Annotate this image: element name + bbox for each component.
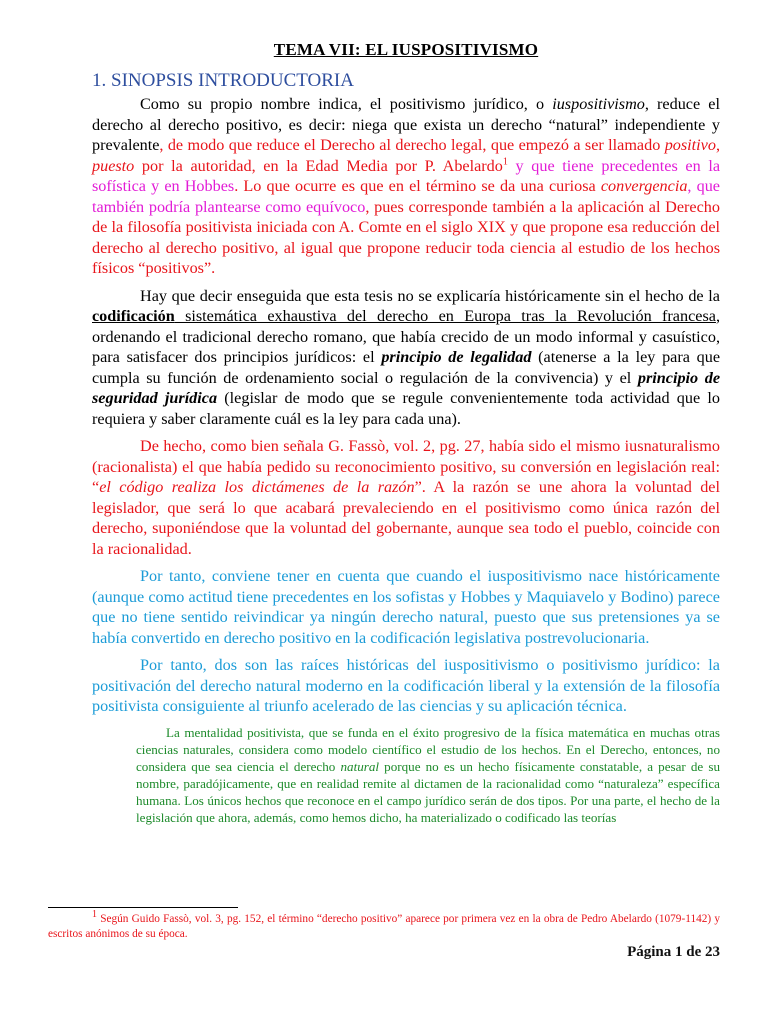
p1-text-e: positivo — [664, 136, 716, 154]
p2-text-a: Hay que decir enseguida que esta tesis no se explicaría históricamente sin el hecho de la — [140, 286, 720, 305]
paragraph-1 — [92, 94, 720, 279]
p1-text-g: puesto — [92, 156, 135, 175]
p1-text-j: . Lo que ocurre es que en el término se da una curiosa — [234, 177, 601, 195]
section-heading: 1. SINOPSIS INTRODUCTORIA — [92, 70, 354, 91]
quote-text-b: natural — [340, 758, 380, 774]
p1-text-b: iuspositivismo — [552, 95, 645, 113]
p2-text-d: , ordenando el tradicional derecho romano, que había crecido de un modo informal y casuístico, para satisfacer dos principios jurídicos: el — [92, 307, 720, 366]
page-title: TEMA VII: EL IUSPOSITIVISMO — [273, 40, 539, 59]
p1-text-m: , pues corresponde también a la aplicación al Derecho de la filosofía positivista iniciada con A. Comte en el siglo XIX y que propone esa reducción del derecho al derecho positivo, al igual que propone reducir toda ciencia al estudio de los hechos físicos “positivos”. — [92, 197, 720, 277]
document-page — [92, 40, 720, 826]
footnote-number: 1 — [92, 909, 97, 921]
p2-text-f: (atenerse a la ley para que cumpla su función de ordenamiento social o regulación de la convivencia) y el — [92, 348, 721, 387]
paragraph-5: Por tanto, dos son las raíces históricas del iuspositivismo o positivismo jurídico: la positivación del derecho natural moderno en la codificación liberal y la extensión de la filosofía positivista consiguiente al triunfo acelerado de las ciencias y su aplicación técnica. — [92, 656, 720, 715]
p3-text-a: De hecho, como bien señala G. Fassò, vol. 2, pg. 27, había sido el mismo iusnaturalismo (racionalista) el que había pedido su reconocimiento positivo, su conversión en legislación real: “ — [92, 437, 720, 496]
p1-text-d: , de modo que reduce el Derecho al derecho legal, que empezó a ser llamado — [159, 136, 665, 154]
quote-text-a: La mentalidad positivista, que se funda en el éxito progresivo de la física matemática en muchas otras ciencias naturales, considera como modelo científico el estudio de los hechos. En el Derecho, entonces, no considera que sea ciencia el derecho — [136, 724, 720, 774]
quote-text-c: porque no es un hecho físicamente constatable, a pesar de su nombre, paradójicamente, que en realidad remite al dictamen de la racionalidad como “naturaleza” específica humana. Los únicos hechos que reconoce en el campo jurídico serán de dos tipos. Por una parte, el hecho de la legislación que ahora, además, como hemos dicho, ha materializado o codificado las teorías — [136, 758, 721, 825]
p2-text-g: principio de seguridad jurídica — [92, 368, 720, 407]
p3-text-b: el código realiza los dictámenes de la razón — [99, 478, 415, 496]
p2-text-h: (legislar de modo que se regule convenientemente toda actividad que lo requiera y saber claramente cuál es la ley para cada una). — [92, 389, 721, 428]
paragraph-4: Por tanto, conviene tener en cuenta que cuando el iuspositivismo nace históricamente (aunque como actitud tiene precedentes en los sofistas y Hobbes y Maquiavelo y Bodino) parece que no tiene sentido reivindicar ya ningún derecho natural, puesto que sus pretensiones ya se había convertido en derecho positivo en la codificación legislativa postrevolucionaria. — [92, 567, 720, 647]
page-number: Página 1 de 23 — [627, 944, 720, 960]
p1-text-c: , reduce el derecho al derecho positivo, es decir: niega que exista un derecho “natural” independiente y prevalente — [92, 95, 720, 154]
paragraph-3 — [92, 436, 720, 559]
footnote — [48, 909, 720, 942]
p1-text-h: por la autoridad, en la Edad Media por P. Abelardo — [134, 156, 503, 175]
p2-text-e: principio de legalidad — [381, 348, 532, 366]
paragraph-2 — [92, 286, 720, 430]
p1-text-f: , — [715, 136, 720, 154]
footnote-text: Según Guido Fassò, vol. 3, pg. 152, el término “derecho positivo” aparece por primera vez en la obra de Pedro Abelardo (1079-1142) y escritos anónimos de su época. — [48, 913, 720, 940]
p1-text-k: convergencia — [600, 177, 688, 195]
p1-text-l: , que también podría plantearse como equívoco — [92, 177, 720, 216]
footnote-divider — [48, 907, 238, 908]
block-quote — [136, 724, 720, 826]
p1-text-i: y que tiene precedentes en la sofística y en Hobbes — [92, 156, 721, 195]
p2-text-c: sistemática exhaustiva del derecho en Europa tras la Revolución francesa — [174, 307, 716, 325]
p3-text-c: ”. A la razón se une ahora la voluntad del legislador, que será lo que acabará prevaleciendo en el positivismo como única razón del derecho, suponiéndose que la voluntad del gobernante, aunque sea todo el pueblo, coincide con la racionalidad. — [92, 478, 720, 558]
p2-text-b: codificación — [92, 307, 175, 325]
footnote-ref[interactable]: 1 — [502, 156, 508, 168]
p1-text-a: Como su propio nombre indica, el positivismo jurídico, o — [140, 95, 553, 113]
